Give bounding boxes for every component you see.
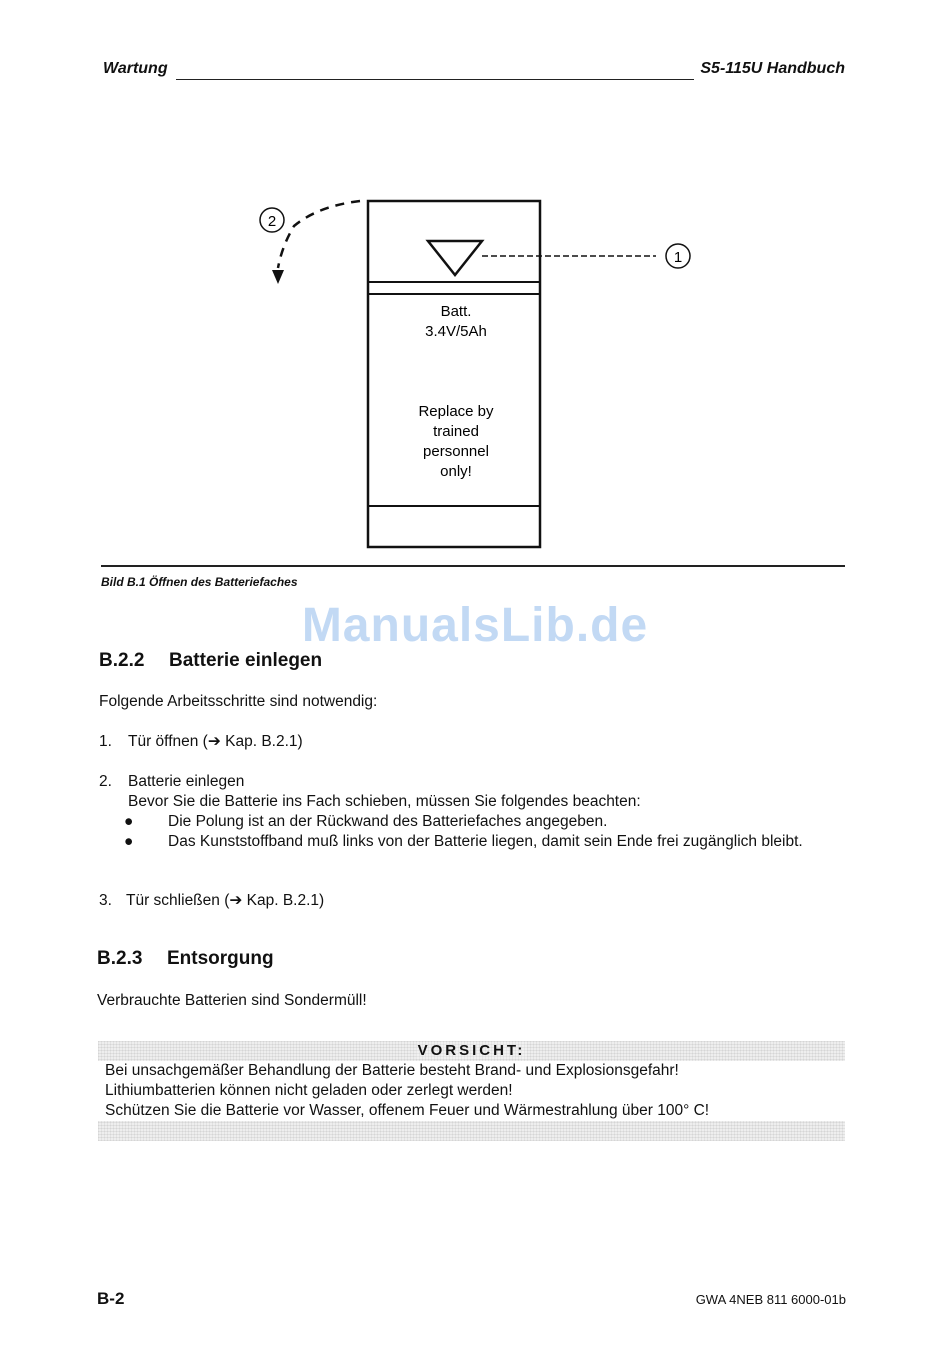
battery-label-line-1: Batt. xyxy=(440,303,472,320)
bullet-item-1: Die Polung ist an der Rückwand des Batteriefaches angegeben. xyxy=(168,813,608,830)
header-manual-title: S5-115U Handbuch xyxy=(700,60,845,77)
caution-line-1: Bei unsachgemäßer Behandlung der Batterie besteht Brand- und Explosionsgefahr! xyxy=(105,1062,679,1079)
callout-1-number: 1 xyxy=(673,249,683,266)
intro-text: Folgende Arbeitsschritte sind notwendig: xyxy=(99,693,378,710)
step-2-number: 2. xyxy=(99,773,112,790)
step-3-number: 3. xyxy=(99,892,112,909)
triangle-icon xyxy=(428,241,482,275)
section-number: B.2.2 xyxy=(99,650,145,671)
warning-line-2: trained xyxy=(433,423,479,440)
section-title: Entsorgung xyxy=(167,948,274,969)
bullet-icon: ● xyxy=(124,813,134,830)
header-section-title: Wartung xyxy=(103,60,168,77)
section-number: B.2.3 xyxy=(97,948,143,969)
document-id: GWA 4NEB 811 6000-01b xyxy=(695,1292,846,1307)
caution-box xyxy=(98,1041,845,1141)
section-heading-b23 xyxy=(97,948,274,970)
bullet-item-2: Das Kunststoffband muß links von der Batterie liegen, damit sein Ende frei zugänglich bleibt. xyxy=(168,833,803,850)
arrow-down-icon xyxy=(272,270,284,284)
battery-outline xyxy=(368,201,540,547)
caution-line-3: Schützen Sie die Batterie vor Wasser, offenem Feuer und Wärmestrahlung über 100° C! xyxy=(105,1102,710,1119)
step-2-detail: Bevor Sie die Batterie ins Fach schieben, müssen Sie folgendes beachten: xyxy=(128,793,641,810)
step-1-text: Tür öffnen (➔ Kap. B.2.1) xyxy=(128,733,303,750)
caution-title: VORSICHT: xyxy=(417,1042,526,1059)
warning-line-1: Replace by xyxy=(418,403,494,420)
page-number: B-2 xyxy=(97,1289,125,1308)
disposal-text: Verbrauchte Batterien sind Sondermüll! xyxy=(97,992,367,1009)
warning-line-4: only! xyxy=(440,463,472,480)
step-3-text: Tür schließen (➔ Kap. B.2.1) xyxy=(126,892,325,909)
figure-rule xyxy=(101,565,845,567)
battery-compartment-figure xyxy=(0,0,950,560)
section-heading-b22 xyxy=(99,650,322,672)
step-2-text: Batterie einlegen xyxy=(128,773,245,790)
watermark-logo: ManualsLib.de xyxy=(301,599,649,652)
step-1-number: 1. xyxy=(99,733,112,750)
opening-arrow-path xyxy=(278,201,360,268)
section-title: Batterie einlegen xyxy=(169,650,323,671)
caution-text xyxy=(98,1061,845,1121)
figure-caption: Bild B.1 Öffnen des Batteriefaches xyxy=(101,575,298,589)
bullet-icon: ● xyxy=(124,833,134,850)
callout-2-number: 2 xyxy=(267,213,277,230)
battery-label-line-2: 3.4V/5Ah xyxy=(425,323,487,340)
warning-line-3: personnel xyxy=(423,443,489,460)
caution-line-2: Lithiumbatterien können nicht geladen oder zerlegt werden! xyxy=(105,1082,513,1099)
